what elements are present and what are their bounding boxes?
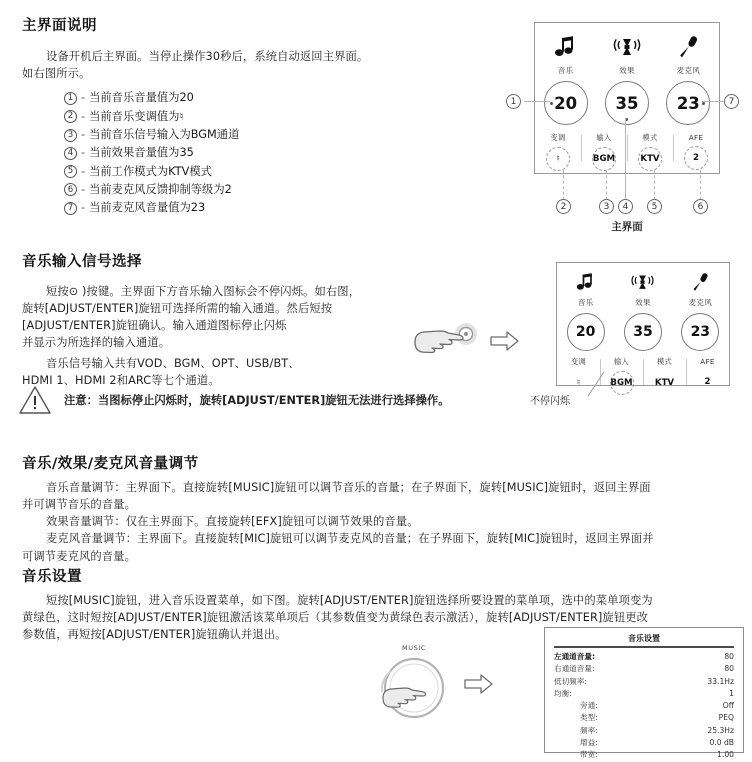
music-volume-value: 20 xyxy=(554,93,578,113)
device-label-music: 音乐 xyxy=(577,298,594,307)
device-blabel-mode: 模式 xyxy=(642,133,658,142)
menu-value: 1 xyxy=(729,688,734,698)
device-bcol-afe xyxy=(673,133,719,171)
leader-line-3 xyxy=(606,170,607,200)
device-bcol-pitch xyxy=(535,133,581,171)
device-blabel-pitch: 变调 xyxy=(571,357,586,366)
music-knob xyxy=(378,644,450,720)
menu-value: 25.3Hz xyxy=(707,725,734,735)
device-blabel-afe: AFE xyxy=(688,133,704,142)
list-item-label: 当前麦克风音量值为23 xyxy=(89,201,206,215)
microphone-icon xyxy=(672,270,729,296)
leader-dot xyxy=(550,102,553,105)
mic-volume-value: 23 xyxy=(676,93,700,113)
device-caption-main: 主界面 xyxy=(611,221,643,233)
device-col-music xyxy=(557,270,614,351)
menu-value: 0.0 dB xyxy=(709,738,734,748)
device-display-main xyxy=(534,22,720,174)
arrow-right-icon xyxy=(490,330,520,352)
callout-5: 5 xyxy=(647,199,662,214)
arrow-right-icon xyxy=(464,673,494,695)
section-volume-adjust xyxy=(22,452,742,565)
list-number-icon: 4 xyxy=(64,147,77,160)
menu-value: Off xyxy=(722,701,734,711)
device-label-effect: 效果 xyxy=(635,298,651,307)
effect-speaker-icon xyxy=(596,32,657,64)
device-value-music xyxy=(544,81,588,125)
menu-row-right-channel-volume[interactable] xyxy=(554,663,734,675)
device-blabel-input: 输入 xyxy=(614,357,629,366)
device-bvalue-input-flashing: BGM xyxy=(610,371,634,395)
menu-key: 左通道音量: xyxy=(554,652,596,661)
device-display-flashing xyxy=(556,262,730,386)
list-dash: - xyxy=(81,91,86,105)
list-item-label: 当前音乐音量值为20 xyxy=(89,91,194,105)
leader-dot xyxy=(702,102,705,105)
callout-3: 3 xyxy=(599,199,614,214)
device-value-microphone xyxy=(666,81,710,125)
list-item xyxy=(64,89,502,107)
intro-line-1: 设备开机后主界面。当停止操作30秒后，系统自动返回主界面。 xyxy=(46,50,369,63)
leader-line-4 xyxy=(625,118,626,200)
warning-note-text: 注意：当图标停止闪烁时，旋转[ADJUST/ENTER]旋钮无法进行选择操作。 xyxy=(64,394,450,407)
effect-speaker-icon xyxy=(614,270,671,296)
menu-row-low-cut-frequency[interactable] xyxy=(554,676,734,688)
device-blabel-pitch: 变调 xyxy=(550,133,566,142)
list-item xyxy=(64,126,502,144)
device-bvalue-afe: 2 xyxy=(684,146,708,170)
device-bvalue-input: BGM xyxy=(592,147,616,171)
device-bvalue-mode: KTV xyxy=(638,147,662,171)
device-blabel-input: 输入 xyxy=(596,133,612,142)
section-1-intro xyxy=(22,48,502,82)
list-item xyxy=(64,199,502,217)
main-interface-item-list xyxy=(22,89,502,217)
device-bcol-mode xyxy=(643,357,686,395)
menu-row-gain[interactable] xyxy=(554,737,734,749)
s3-line-5: 可调节麦克风的音量。 xyxy=(22,549,136,563)
microphone-icon xyxy=(658,32,719,64)
device-label-music: 音乐 xyxy=(557,66,574,75)
menu-row-bypass[interactable] xyxy=(554,700,734,712)
section-1-title: 主界面说明 xyxy=(22,18,97,34)
device-col-effect xyxy=(596,32,657,125)
device-value-microphone: 23 xyxy=(681,313,719,351)
callout-2: 2 xyxy=(556,199,571,214)
device-label-effect: 效果 xyxy=(619,66,635,75)
music-note-icon xyxy=(557,270,614,296)
list-dash: - xyxy=(81,127,86,141)
list-number-icon: 2 xyxy=(64,110,77,123)
menu-row-type[interactable] xyxy=(554,712,734,724)
menu-row-equalizer[interactable] xyxy=(554,688,734,700)
s2-line-3: [ADJUST/ENTER]旋钮确认。输入通道图标停止闪烁 xyxy=(22,319,287,333)
device-blabel-mode: 模式 xyxy=(657,357,672,366)
list-item-label: 当前麦克风反馈抑制等级为2 xyxy=(89,182,232,196)
leader-line-1 xyxy=(524,101,550,102)
device-col-music xyxy=(535,32,596,125)
s4-line-3: 参数值，再短按[ADJUST/ENTER]旋钮确认并退出。 xyxy=(22,628,287,642)
s3-line-4: 麦克风音量调节：主界面下。直接旋转[MIC]旋钮可以调节麦克风的音量；在子界面下，旋转[MIC]旋钮时，返回主界面并 xyxy=(46,532,654,546)
device-value-music: 20 xyxy=(567,313,605,351)
list-dash: - xyxy=(81,109,86,123)
pointing-hand-icon xyxy=(412,318,480,364)
list-item xyxy=(64,163,502,181)
menu-row-frequency[interactable] xyxy=(554,725,734,737)
s2-line-1: 短按⊙ )按键。主界面下方音乐输入图标会不停闪烁。如右图， xyxy=(46,285,361,298)
warning-note xyxy=(18,385,450,415)
list-number-icon: 1 xyxy=(64,92,77,105)
menu-value: 33.1Hz xyxy=(707,676,734,686)
menu-value: 80 xyxy=(724,664,734,674)
menu-row-bandwidth[interactable] xyxy=(554,749,734,761)
menu-key: 右通道音量: xyxy=(554,664,595,674)
music-note-icon xyxy=(535,32,596,64)
leader-line-6 xyxy=(700,170,701,200)
menu-key: 类型: xyxy=(580,713,598,723)
music-knob-illustration xyxy=(378,644,494,720)
list-dash: - xyxy=(81,201,86,215)
callout-6: 6 xyxy=(693,199,708,214)
menu-key: 均衡: xyxy=(554,688,572,698)
menu-value: PEQ xyxy=(718,713,734,723)
list-item xyxy=(64,144,502,162)
s2-line-2: 旋转[ADJUST/ENTER]旋钮可选择所需的输入通道。然后短按 xyxy=(22,302,333,316)
device-bvalue-pitch: ♮ xyxy=(546,147,570,171)
list-item-label: 当前工作模式为KTV模式 xyxy=(89,164,212,178)
list-item xyxy=(64,108,502,126)
press-button-illustration xyxy=(412,318,520,364)
menu-key: 旁通: xyxy=(580,701,598,711)
list-dash: - xyxy=(81,182,86,196)
menu-key: 低切频率: xyxy=(554,676,587,686)
s4-line-2: 黄绿色，这时短按[ADJUST/ENTER]旋钮激活该菜单项后（其参数值变为黄绿色表示激活），旋转[ADJUST/ENTER]旋钮更改 xyxy=(22,611,649,625)
callout-4: 4 xyxy=(618,199,633,214)
s2-line-6: HDMI 1、HDMI 2和ARC等七个通道。 xyxy=(22,373,220,387)
list-item-label: 当前音乐变调值为♮ xyxy=(89,109,184,123)
intro-line-2: 如右图所示。 xyxy=(22,67,91,81)
device-blabel-afe: AFE xyxy=(700,357,715,366)
section-music-input-selection xyxy=(22,250,462,389)
device-bvalue-pitch: ♮ xyxy=(576,378,581,388)
device-bcol-afe xyxy=(686,357,729,395)
device-label-microphone: 麦克风 xyxy=(676,66,701,75)
section-2-title: 音乐输入信号选择 xyxy=(22,254,142,270)
section-4-title: 音乐设置 xyxy=(22,569,82,585)
flash-label: 不停闪烁 xyxy=(530,396,570,407)
list-number-icon: 5 xyxy=(64,165,77,178)
device-label-microphone: 麦克风 xyxy=(688,298,713,307)
effect-volume-value: 35 xyxy=(615,93,639,113)
list-dash: - xyxy=(81,164,86,178)
s2-line-5: 音乐信号输入共有VOD、BGM、OPT、USB/BT、 xyxy=(46,356,300,370)
s3-line-2: 并可调节音乐的音量。 xyxy=(22,498,136,512)
music-settings-menu-panel xyxy=(544,627,744,760)
s2-line-4: 并显示为所选择的输入通道。 xyxy=(22,336,171,350)
device-bcol-mode xyxy=(627,133,673,171)
device-col-effect xyxy=(614,270,671,351)
section-3-paragraph xyxy=(22,479,742,565)
device-col-microphone xyxy=(658,32,719,125)
s4-line-1: 短按[MUSIC]旋钮，进入音乐设置菜单，如下图。旋转[ADJUST/ENTER]旋钮选择所要设置的菜单项，选中的菜单项变为 xyxy=(46,594,653,607)
device-bvalue-afe: 2 xyxy=(704,377,711,387)
device-top-row xyxy=(557,263,729,351)
device-bcol-input xyxy=(581,133,627,171)
list-item-label: 当前音乐信号输入为BGM通道 xyxy=(89,127,240,141)
list-number-icon: 7 xyxy=(64,202,77,215)
s3-line-1: 音乐音量调节：主界面下。直接旋转[MUSIC]旋钮可以调节音乐的音量；在子界面下，旋转[MUSIC]旋钮时，返回主界面 xyxy=(46,481,651,494)
leader-line-2 xyxy=(563,170,564,200)
menu-key: 频率: xyxy=(580,725,598,735)
list-number-icon: 3 xyxy=(64,129,77,142)
warning-triangle-icon xyxy=(18,385,52,415)
music-knob-label: MUSIC xyxy=(402,644,426,652)
device-top-row xyxy=(535,23,719,125)
menu-value: 1.00 xyxy=(717,750,734,760)
callout-7: 7 xyxy=(724,94,739,109)
s3-line-3: 效果音量调节：仅在主界面下。直接旋转[EFX]旋钮可以调节效果的音量。 xyxy=(46,515,419,529)
section-main-interface xyxy=(22,14,502,217)
leader-line-5 xyxy=(654,170,655,200)
list-number-icon: 6 xyxy=(64,183,77,196)
device-value-effect: 35 xyxy=(624,313,662,351)
list-dash: - xyxy=(81,146,86,160)
section-2-paragraph-2 xyxy=(22,355,462,389)
menu-value: 80 xyxy=(724,652,734,661)
device-col-microphone xyxy=(672,270,729,351)
menu-divider xyxy=(554,646,734,648)
menu-title: 音乐设置 xyxy=(628,634,660,643)
list-item-label: 当前效果音量值为35 xyxy=(89,146,194,160)
callout-1: 1 xyxy=(506,94,521,109)
section-2-paragraph-1 xyxy=(22,283,462,352)
leader-line-7 xyxy=(702,101,726,102)
menu-key: 带宽: xyxy=(580,750,598,760)
pointing-hand-icon xyxy=(380,676,438,716)
menu-row-left-channel-volume[interactable] xyxy=(554,651,734,663)
list-item xyxy=(64,181,502,199)
section-3-title: 音乐/效果/麦克风音量调节 xyxy=(22,456,199,472)
device-bvalue-mode: KTV xyxy=(654,378,675,388)
menu-key: 增益: xyxy=(580,738,598,748)
device-value-effect xyxy=(605,81,649,125)
